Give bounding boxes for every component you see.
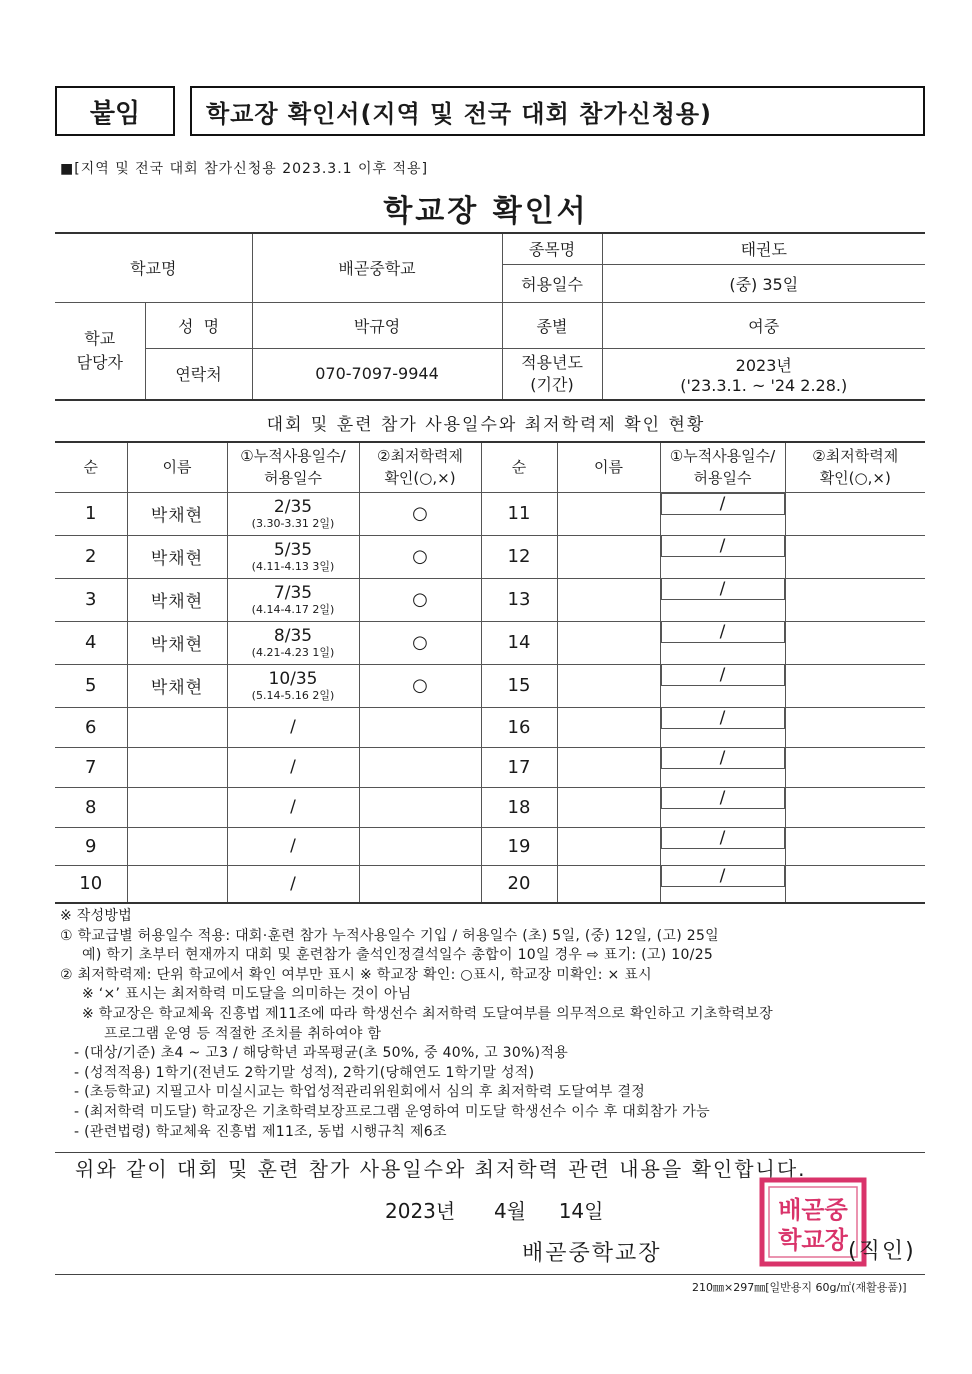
table-row bbox=[55, 535, 925, 578]
usage-days: / bbox=[290, 717, 296, 737]
usage-days-cell bbox=[227, 747, 359, 787]
min-academic-check bbox=[785, 664, 925, 707]
athlete-name bbox=[127, 707, 227, 747]
usage-days: 5/35 bbox=[273, 540, 313, 560]
usage-days-cell bbox=[227, 707, 359, 747]
table-header-row bbox=[55, 442, 925, 492]
athlete-name bbox=[557, 747, 660, 787]
note-line: - (성적적용) 1학기(전년도 2학기말 성적), 2학기(당해연도 1학기말 성적) bbox=[74, 1064, 535, 1081]
note-line: 예) 학기 초부터 현재까지 대회 및 훈련참가 출석인정결석일수 총합이 10일 경우 ⇨ 표기: (고) 10/25 bbox=[82, 947, 714, 964]
usage-days: / bbox=[661, 827, 785, 849]
event-label: 종목명 bbox=[502, 233, 602, 264]
min-academic-check bbox=[359, 827, 481, 865]
min-academic-check bbox=[359, 787, 481, 827]
athlete-name bbox=[557, 535, 660, 578]
note-line: 프로그램 운영 등 적절한 조치를 취하여야 함 bbox=[104, 1025, 382, 1042]
row-number: 15 bbox=[481, 664, 557, 707]
usage-days: 7/35 bbox=[273, 583, 313, 603]
footer-divider bbox=[55, 1274, 925, 1275]
athlete-name bbox=[557, 827, 660, 865]
table-row bbox=[55, 747, 925, 787]
athlete-name: 박채현 bbox=[127, 664, 227, 707]
usage-days-cell bbox=[227, 787, 359, 827]
row-number: 13 bbox=[481, 578, 557, 621]
row-number: 17 bbox=[481, 747, 557, 787]
row-number: 1 bbox=[55, 492, 127, 535]
athlete-name: 박채현 bbox=[127, 578, 227, 621]
row-number: 19 bbox=[481, 827, 557, 865]
table-row bbox=[55, 578, 925, 621]
row-number: 5 bbox=[55, 664, 127, 707]
usage-days: / bbox=[290, 797, 296, 817]
row-number: 7 bbox=[55, 747, 127, 787]
usage-days: / bbox=[661, 865, 785, 887]
row-number: 8 bbox=[55, 787, 127, 827]
usage-days: / bbox=[661, 578, 785, 600]
note-line: - (관련법령) 학교체육 진흥법 제11조, 동법 시행규칙 제6조 bbox=[74, 1123, 447, 1140]
min-academic-check bbox=[785, 621, 925, 664]
row-number: 2 bbox=[55, 535, 127, 578]
note-line: - (최저학력 미도달) 학교장은 기초학력보장프로그램 운영하여 미도달 학생선수 이수 후 대회참가 가능 bbox=[74, 1103, 710, 1120]
period-value bbox=[602, 348, 925, 400]
min-academic-check bbox=[785, 535, 925, 578]
min-academic-check bbox=[785, 747, 925, 787]
usage-days: / bbox=[290, 873, 296, 894]
usage-days: / bbox=[661, 787, 785, 809]
usage-days-cell bbox=[227, 827, 359, 865]
min-academic-check bbox=[785, 707, 925, 747]
min-academic-check bbox=[359, 747, 481, 787]
table-row bbox=[55, 621, 925, 664]
stamp-suffix: (직인) bbox=[848, 1239, 916, 1264]
min-academic-check bbox=[785, 865, 925, 903]
note-line: ② 최저학력제: 단위 학교에서 확인 여부만 표시 ※ 학교장 확인: ○표시, 학교장 미확인: × 표시 bbox=[60, 966, 652, 983]
status-title: 대회 및 훈련 참가 사용일수와 최저학력제 확인 현황 bbox=[266, 415, 706, 435]
usage-dates: (4.21-4.23 1일) bbox=[251, 646, 335, 659]
instructions bbox=[60, 907, 940, 1142]
school-name-label: 학교명 bbox=[55, 233, 252, 302]
min-academic-check: ○ bbox=[359, 664, 481, 707]
athlete-name bbox=[127, 865, 227, 903]
school-name: 배곧중학교 bbox=[252, 233, 502, 302]
min-academic-check bbox=[785, 787, 925, 827]
min-academic-check bbox=[785, 827, 925, 865]
min-academic-check: ○ bbox=[359, 621, 481, 664]
row-number: 11 bbox=[481, 492, 557, 535]
usage-days-cell bbox=[227, 664, 359, 707]
row-number: 4 bbox=[55, 621, 127, 664]
usage-days: / bbox=[661, 747, 785, 769]
row-number: 12 bbox=[481, 535, 557, 578]
usage-days: / bbox=[290, 757, 296, 777]
usage-days: / bbox=[661, 621, 785, 643]
allowed-days-label: 허용일수 bbox=[502, 264, 602, 302]
note-line: ① 학교급별 허용일수 적용: 대회·훈련 참가 누적사용일수 기입 / 허용일수 (초) 5일, (중) 12일, (고) 25일 bbox=[60, 927, 720, 944]
usage-days: / bbox=[661, 493, 785, 515]
contact-value: 070-7097-9944 bbox=[252, 348, 502, 400]
athlete-name bbox=[557, 865, 660, 903]
paper-spec: 210㎜×297㎜[일반용지 60g/㎡(재활용품)] bbox=[692, 1281, 907, 1294]
allowed-days-value: (중) 35일 bbox=[602, 264, 925, 302]
col-header-days: ①누적사용일수/ 허용일수 bbox=[660, 442, 785, 492]
usage-table bbox=[55, 441, 925, 904]
col-header-check: ②최저학력제 확인(○,×) bbox=[785, 442, 925, 492]
min-academic-check bbox=[359, 865, 481, 903]
usage-dates: (4.14-4.17 2일) bbox=[251, 603, 335, 616]
row-number: 6 bbox=[55, 707, 127, 747]
usage-days-cell bbox=[227, 492, 359, 535]
athlete-name bbox=[557, 664, 660, 707]
usage-days: 8/35 bbox=[273, 626, 313, 646]
usage-dates: (4.11-4.13 3일) bbox=[251, 560, 335, 573]
usage-dates: (5.14-5.16 2일) bbox=[251, 689, 335, 702]
category-label: 종별 bbox=[502, 302, 602, 348]
athlete-name bbox=[557, 787, 660, 827]
note-line: - (대상/기준) 초4 ~ 고3 / 해당학년 과목평균(초 50%, 중 40%, 고 30%)적용 bbox=[74, 1045, 569, 1062]
col-header-no: 순 bbox=[55, 442, 127, 492]
athlete-name bbox=[557, 578, 660, 621]
usage-days: 2/35 bbox=[273, 497, 313, 517]
min-academic-check bbox=[359, 707, 481, 747]
min-academic-check bbox=[785, 492, 925, 535]
document-title: 학교장 확인서 bbox=[383, 194, 589, 229]
table-row bbox=[55, 664, 925, 707]
row-number: 14 bbox=[481, 621, 557, 664]
usage-days-cell bbox=[227, 535, 359, 578]
table-row bbox=[55, 865, 925, 903]
principal-name: 배곧중학교장 bbox=[522, 1241, 662, 1266]
min-academic-check bbox=[785, 578, 925, 621]
athlete-name bbox=[127, 787, 227, 827]
period-year: 2023년 bbox=[735, 355, 792, 375]
svg-text:배곧중: 배곧중 bbox=[778, 1196, 848, 1224]
col-header-check: ②최저학력제 확인(○,×) bbox=[359, 442, 481, 492]
athlete-name bbox=[127, 827, 227, 865]
athlete-name bbox=[127, 747, 227, 787]
row-number: 9 bbox=[55, 827, 127, 865]
athlete-name: 박채현 bbox=[127, 535, 227, 578]
table-row bbox=[55, 827, 925, 865]
note-line: - (초등학교) 지필고사 미실시교는 학업성적관리위원회에서 심의 후 최저학력 도달여부 결정 bbox=[74, 1084, 646, 1101]
col-header-name: 이름 bbox=[557, 442, 660, 492]
staff-label: 학교 담당자 bbox=[55, 302, 145, 400]
usage-days: / bbox=[290, 836, 296, 856]
event-value: 태권도 bbox=[602, 233, 925, 264]
athlete-name: 박채현 bbox=[127, 621, 227, 664]
row-number: 16 bbox=[481, 707, 557, 747]
note-line: ※ 작성방법 bbox=[60, 908, 133, 924]
usage-days: / bbox=[661, 535, 785, 557]
confirmation-text: 위와 같이 대회 및 훈련 참가 사용일수와 최저학력 관련 내용을 확인합니다. bbox=[75, 1157, 807, 1181]
row-number: 20 bbox=[481, 865, 557, 903]
row-number: 10 bbox=[55, 865, 127, 903]
usage-days: 10/35 bbox=[268, 669, 318, 689]
issue-date bbox=[385, 1195, 603, 1224]
usage-days-cell bbox=[227, 578, 359, 621]
min-academic-check: ○ bbox=[359, 535, 481, 578]
col-header-name: 이름 bbox=[127, 442, 227, 492]
row-number: 3 bbox=[55, 578, 127, 621]
usage-days: / bbox=[661, 664, 785, 686]
col-header-days: ①누적사용일수/ 허용일수 bbox=[227, 442, 359, 492]
usage-days: / bbox=[661, 707, 785, 729]
row-number: 18 bbox=[481, 787, 557, 827]
svg-text:학교장: 학교장 bbox=[778, 1226, 848, 1254]
info-table bbox=[55, 232, 925, 401]
athlete-name bbox=[557, 707, 660, 747]
date-month: 4월 bbox=[493, 1199, 526, 1223]
table-row bbox=[55, 492, 925, 535]
category-value: 여중 bbox=[602, 302, 925, 348]
athlete-name bbox=[557, 492, 660, 535]
min-academic-check: ○ bbox=[359, 578, 481, 621]
date-day: 14일 bbox=[558, 1199, 604, 1223]
staff-name: 박규영 bbox=[252, 302, 502, 348]
athlete-name bbox=[557, 621, 660, 664]
usage-dates: (3.30-3.31 2일) bbox=[251, 517, 335, 530]
min-academic-check: ○ bbox=[359, 492, 481, 535]
note-line: ※ ‘×’ 표시는 최저학력 미도달을 의미하는 것이 아님 bbox=[82, 986, 412, 1003]
period-range: ('23.3.1. ~ '24 2.28.) bbox=[680, 375, 848, 395]
usage-days-cell bbox=[227, 865, 359, 903]
table-row bbox=[55, 787, 925, 827]
col-header-no: 순 bbox=[481, 442, 557, 492]
note-line: ※ 학교장은 학교체육 진흥법 제11조에 따라 학생선수 최저학력 도달여부를 의무적으로 확인하고 기초학력보장 bbox=[82, 1005, 773, 1022]
athlete-name: 박채현 bbox=[127, 492, 227, 535]
table-row bbox=[55, 707, 925, 747]
contact-label: 연락처 bbox=[145, 348, 252, 400]
notice-text: ■[지역 및 전국 대회 참가신청용 2023.3.1 이후 적용] bbox=[60, 161, 429, 177]
header-title: 학교장 확인서(지역 및 전국 대회 참가신청용) bbox=[190, 86, 925, 136]
usage-days-cell bbox=[227, 621, 359, 664]
attachment-label: 붙임 bbox=[55, 86, 175, 136]
name-label: 성 명 bbox=[145, 302, 252, 348]
date-year: 2023년 bbox=[385, 1199, 456, 1223]
period-label: 적용년도 (기간) bbox=[502, 348, 602, 400]
